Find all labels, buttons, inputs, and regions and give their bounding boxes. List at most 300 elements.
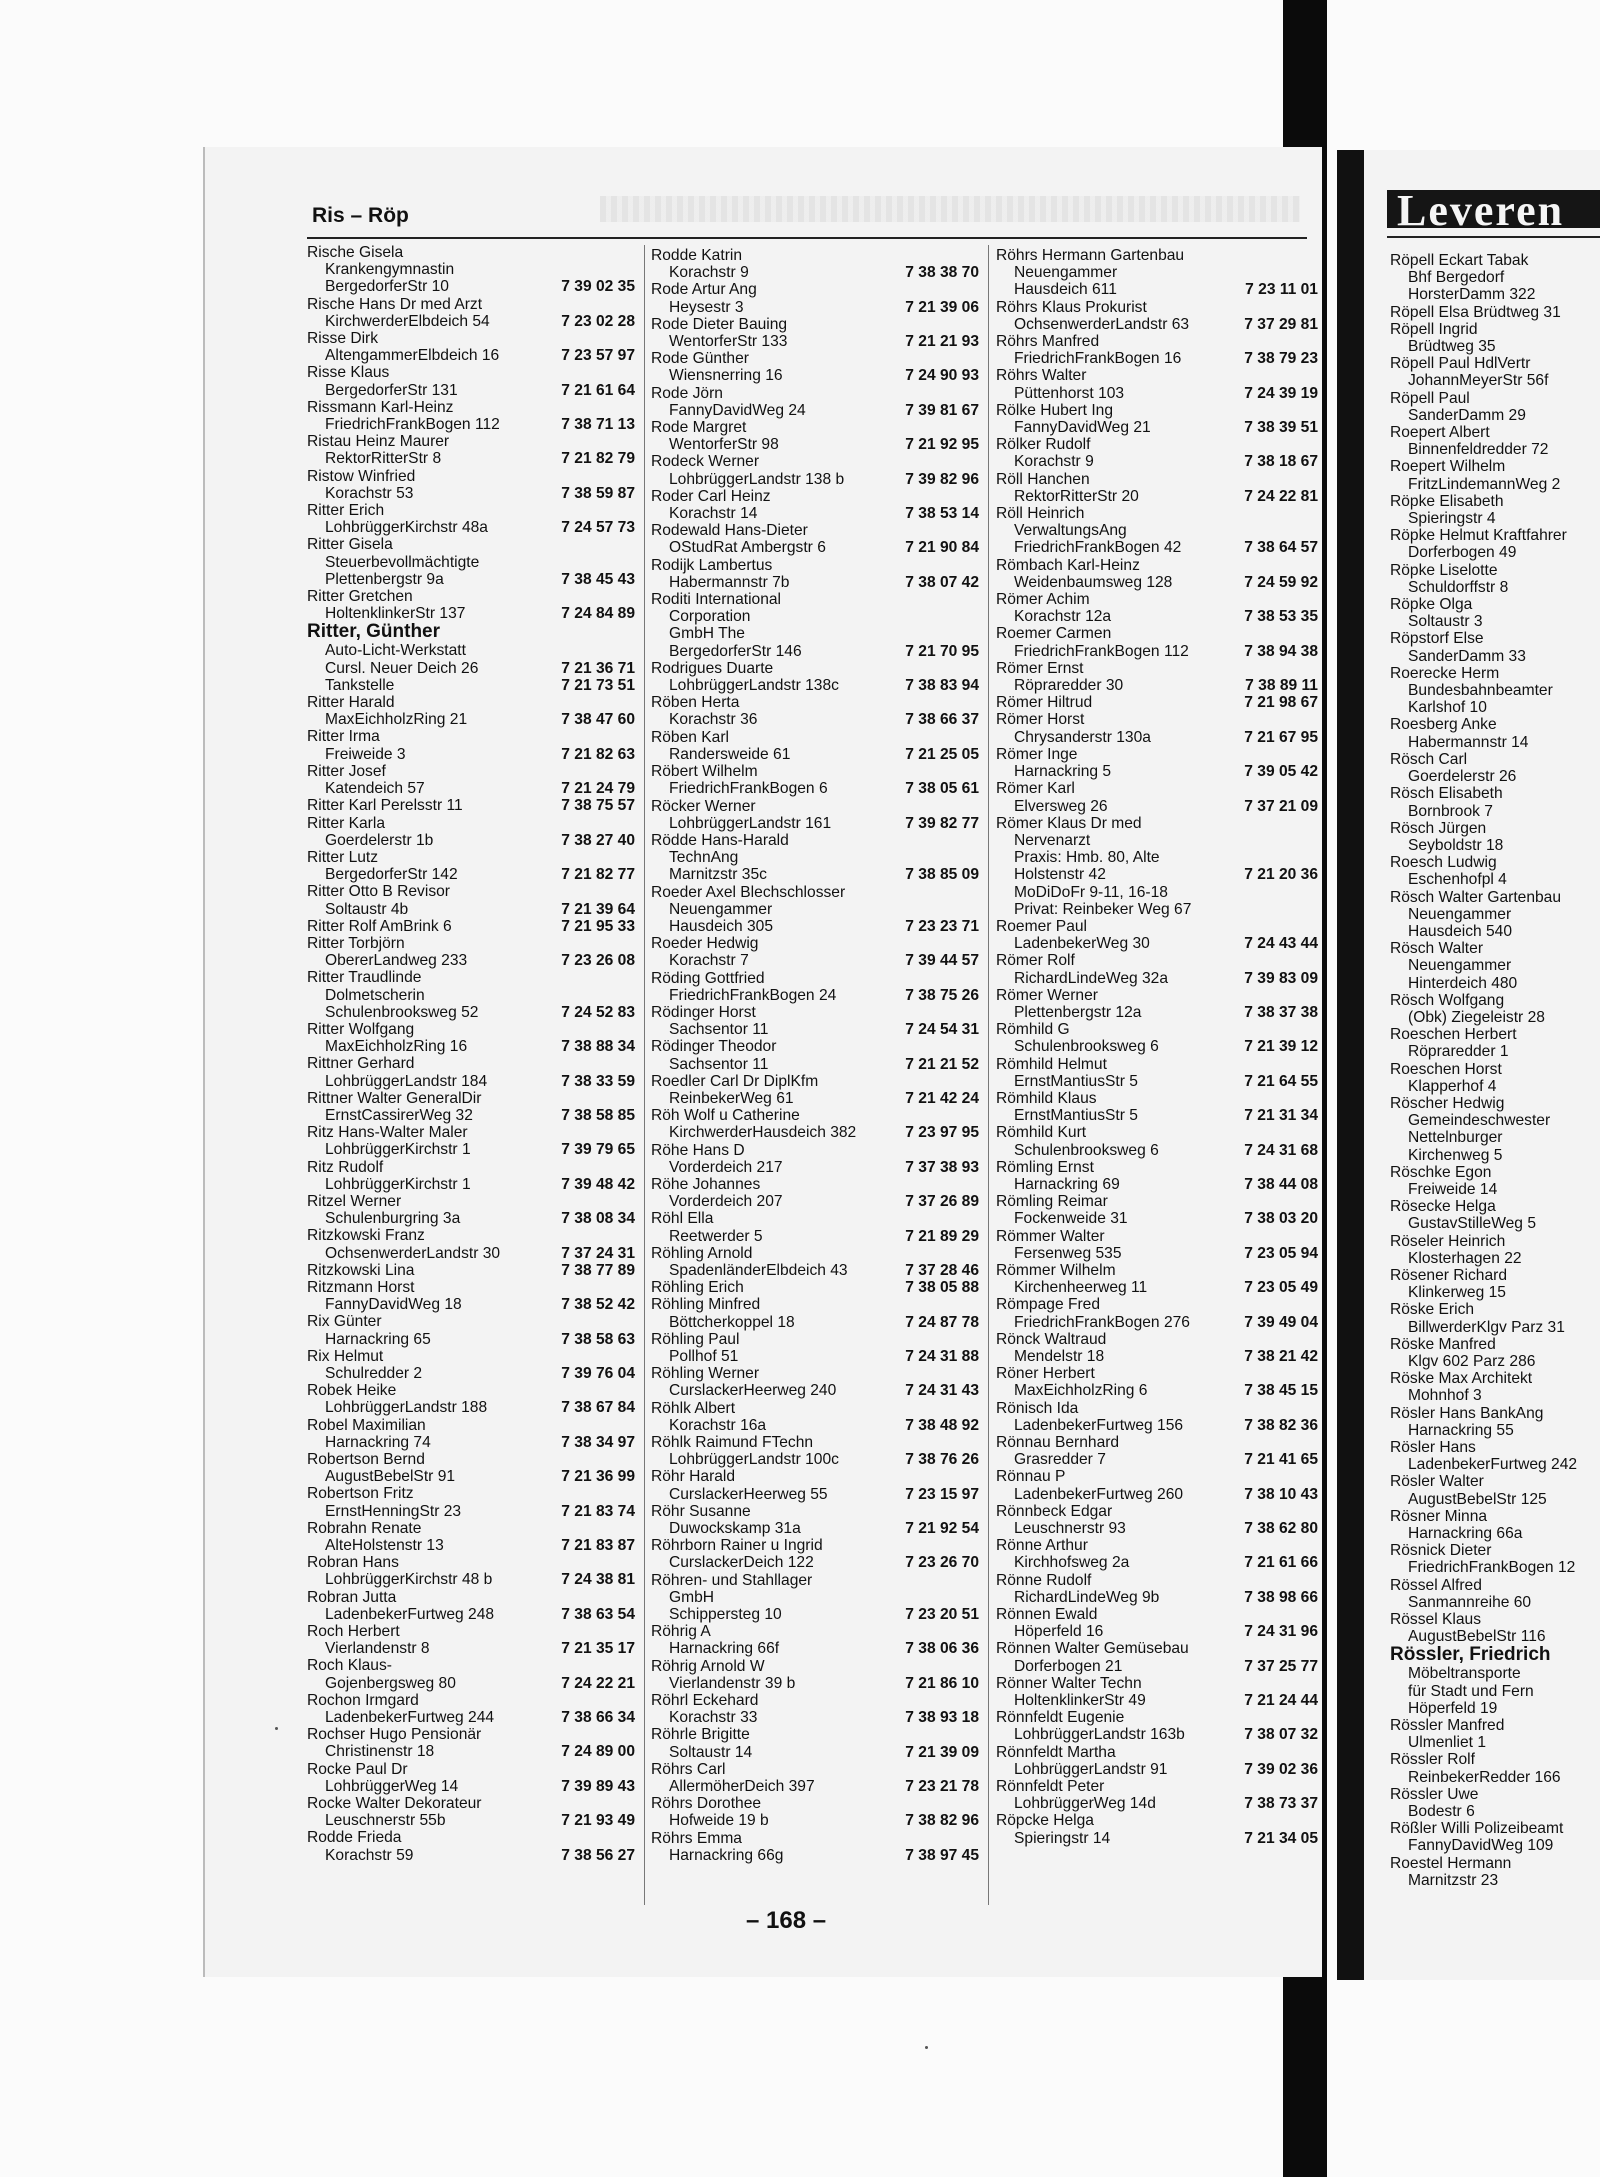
listing-entry — [1390, 820, 1600, 854]
phone-number: 7 24 89 00 — [561, 1743, 635, 1761]
entry-name: Röpke Liselotte — [1390, 561, 1498, 579]
entry-detail: Heysestr 3 — [669, 298, 744, 316]
entry-name: Rösler Hans BankAng — [1390, 1404, 1544, 1422]
entry-name: Röhrig A — [651, 1623, 711, 1641]
listing-entry — [1390, 1439, 1600, 1473]
phone-number: 7 24 31 96 — [1244, 1623, 1318, 1641]
entry-name: Röhrborn Rainer u Ingrid — [651, 1537, 823, 1555]
entry-detail: Goerdelerstr 26 — [1408, 768, 1517, 786]
listing-entry — [651, 1572, 979, 1624]
listing-column-2 — [651, 247, 979, 1864]
listing-entry — [307, 1692, 635, 1726]
entry-detail: Hinterdeich 480 — [1408, 974, 1518, 992]
listing-entry — [307, 1726, 635, 1760]
phone-number: 7 21 82 77 — [561, 866, 635, 884]
phone-number: 7 21 31 34 — [1244, 1107, 1318, 1125]
phone-number: 7 38 48 92 — [905, 1416, 979, 1434]
listing-entry — [651, 591, 979, 660]
entry-name: Rodeck Werner — [651, 453, 760, 471]
entry-name: Röpstorf Else — [1390, 630, 1484, 648]
phone-number: 7 21 90 84 — [905, 539, 979, 557]
listing-entry — [307, 1090, 635, 1124]
listing-entry — [651, 763, 979, 797]
phone-number: 7 37 26 89 — [905, 1193, 979, 1211]
phone-number: 7 21 89 29 — [905, 1227, 979, 1245]
entry-name: Rönisch Ida — [996, 1399, 1079, 1417]
listing-entry — [1390, 1820, 1600, 1854]
listing-entry — [307, 1313, 635, 1347]
phone-number: 7 38 33 59 — [561, 1072, 635, 1090]
entry-name: Ristow Winfried — [307, 467, 416, 485]
phone-number: 7 21 24 44 — [1244, 1692, 1318, 1710]
listing-entry — [996, 1778, 1318, 1812]
entry-detail: Duwockskamp 31a — [669, 1520, 801, 1538]
phone-number: 7 39 02 36 — [1244, 1760, 1318, 1778]
listing-entry — [1390, 1751, 1600, 1785]
entry-detail: Weidenbaumsweg 128 — [1014, 573, 1173, 591]
entry-name: Ritter Karla — [307, 814, 385, 832]
phone-number: 7 39 81 67 — [905, 401, 979, 419]
entry-detail: LohbrüggerLandstr 91 — [1014, 1760, 1168, 1778]
phone-number: 7 39 79 65 — [561, 1141, 635, 1159]
entry-name: Roeschen Herbert — [1390, 1026, 1517, 1044]
listing-entry — [307, 969, 635, 1021]
listing-entry — [1390, 716, 1600, 750]
entry-detail: ErnstMantiusStr 5 — [1014, 1072, 1138, 1090]
entry-detail: LadenbekerWeg 30 — [1014, 935, 1150, 953]
listing-entry — [651, 1658, 979, 1692]
entry-detail: Schulenbrooksweg 6 — [1014, 1141, 1159, 1159]
entry-detail: CurslackerHeerweg 55 — [669, 1485, 828, 1503]
phone-number: 7 39 83 09 — [1244, 969, 1318, 987]
listing-entry — [307, 1159, 635, 1193]
phone-number: 7 23 15 97 — [905, 1485, 979, 1503]
listing-entry — [996, 1159, 1318, 1193]
entry-name: Robel Maximilian — [307, 1416, 426, 1434]
entry-detail: Harnackring 5 — [1014, 763, 1112, 781]
entry-name: Röhrs Dorothee — [651, 1795, 762, 1813]
listing-column-4 — [1390, 252, 1600, 1889]
entry-detail: FriedrichFrankBogen 12 — [1408, 1559, 1576, 1577]
entry-detail: FriedrichFrankBogen 112 — [325, 416, 500, 434]
entry-detail: Randersweide 61 — [669, 745, 791, 763]
entry-name: Röschke Egon — [1390, 1163, 1492, 1181]
entry-detail: OchsenwerderLandstr 30 — [325, 1244, 501, 1262]
listing-entry — [307, 468, 635, 502]
entry-name: Röding Gottfried — [651, 969, 765, 987]
phone-number: 7 37 25 77 — [1244, 1657, 1318, 1675]
entry-detail: Vierlandenstr 8 — [325, 1640, 430, 1658]
entry-detail: Schippersteg 10 — [669, 1606, 782, 1624]
entry-detail: Wiensnerring 16 — [669, 367, 783, 385]
listing-entry — [651, 419, 979, 453]
listing-entry — [651, 385, 979, 419]
entry-detail: Harnackring 66g — [669, 1846, 784, 1864]
phone-number: 7 24 84 89 — [561, 605, 635, 623]
phone-number: 7 24 22 21 — [561, 1674, 635, 1692]
entry-detail: Harnackring 66f — [669, 1640, 780, 1658]
phone-number: 7 39 49 04 — [1244, 1313, 1318, 1331]
entry-detail: AugustBebelStr 116 — [1408, 1628, 1546, 1646]
phone-number: 7 21 21 52 — [905, 1055, 979, 1073]
listing-entry — [996, 694, 1318, 711]
phone-number: 7 38 38 70 — [905, 264, 979, 282]
entry-name: Rösnick Dieter — [1390, 1542, 1492, 1560]
phone-number: 7 21 25 05 — [905, 745, 979, 763]
entry-detail: Auto-Licht-Werkstatt — [325, 642, 466, 660]
entry-detail: Karlshof 10 — [1408, 699, 1487, 717]
entry-detail: LohbrüggerKirchstr 48 b — [325, 1571, 493, 1589]
listing-entry — [307, 1589, 635, 1623]
phone-number: 7 24 87 78 — [905, 1313, 979, 1331]
entry-detail: Cursl. Neuer Deich 26 — [325, 659, 479, 677]
phone-number: 7 24 22 81 — [1244, 487, 1318, 505]
listing-entry — [651, 935, 979, 969]
listing-entry — [307, 677, 635, 694]
entry-name: Ritter Rolf AmBrink 6 — [307, 917, 452, 935]
entry-detail: BillwerderKlgv Parz 31 — [1408, 1318, 1565, 1336]
phone-number: 7 38 21 42 — [1244, 1348, 1318, 1365]
listing-entry — [651, 1038, 979, 1072]
entry-name: Römer Horst — [996, 711, 1085, 729]
listing-entry — [651, 1795, 979, 1829]
entry-name: Rösch Walter Gartenbau — [1390, 888, 1562, 906]
entry-name: Rössel Alfred — [1390, 1576, 1482, 1594]
entry-name: Röpke Olga — [1390, 596, 1473, 614]
phone-number: 7 21 36 71 — [561, 659, 635, 677]
listing-entry — [307, 918, 635, 935]
phone-number: 7 21 34 05 — [1244, 1829, 1318, 1847]
entry-name: Robek Heike — [307, 1382, 397, 1400]
listing-entry — [996, 1812, 1318, 1846]
phone-number: 7 23 02 28 — [561, 312, 635, 330]
entry-name: Römer Hiltrud — [996, 694, 1093, 712]
entry-name: Röll Heinrich — [996, 505, 1085, 523]
phone-number: 7 38 34 97 — [561, 1433, 635, 1451]
listing-entry — [1390, 992, 1600, 1026]
phone-number: 7 38 82 96 — [905, 1812, 979, 1830]
entry-name: Röpell Eckart Tabak — [1390, 252, 1529, 269]
entry-detail: Korachstr 14 — [669, 505, 758, 523]
entry-detail: VerwaltungsAng — [1014, 522, 1127, 540]
listing-entry — [1390, 390, 1600, 424]
listing-entry — [651, 660, 979, 694]
listing-entry — [996, 247, 1318, 299]
listing-entry — [307, 935, 635, 969]
entry-detail: Plettenbergstr 12a — [1014, 1003, 1142, 1021]
listing-entry — [996, 299, 1318, 333]
entry-name: Röpke Elisabeth — [1390, 492, 1504, 510]
listing-entry — [1390, 1473, 1600, 1507]
phone-number: 7 21 83 87 — [561, 1537, 635, 1555]
entry-detail: Höperfeld 19 — [1408, 1699, 1498, 1717]
phone-number: 7 21 35 17 — [561, 1640, 635, 1658]
listing-entry — [1390, 493, 1600, 527]
listing-entry — [1390, 1370, 1600, 1404]
listing-entry — [1390, 527, 1600, 561]
entry-name: Röpcke Helga — [996, 1812, 1094, 1830]
entry-name: Röhrs Manfred — [996, 333, 1100, 351]
entry-name: Röhr Susanne — [651, 1502, 751, 1520]
entry-name: Robertson Bernd — [307, 1451, 425, 1469]
entry-name: Ritter Karl Perelsstr 11 — [307, 797, 463, 815]
phone-number: 7 38 56 27 — [561, 1846, 635, 1864]
entry-name: Römer Ernst — [996, 659, 1084, 677]
entry-name: Rönnen Ewald — [996, 1606, 1098, 1624]
entry-name: Rix Helmut — [307, 1347, 384, 1365]
entry-name: Röhlk Raimund FTechn — [651, 1434, 814, 1452]
masthead-banner — [1387, 190, 1600, 228]
entry-detail: FannyDavidWeg 21 — [1014, 419, 1151, 437]
listing-entry — [307, 694, 635, 728]
entry-detail: Elversweg 26 — [1014, 797, 1108, 815]
listing-entry — [651, 1004, 979, 1038]
entry-detail: Harnackring 66a — [1408, 1525, 1523, 1543]
entry-name: Röhling Paul — [651, 1330, 740, 1348]
entry-name: Römer Klaus Dr med — [996, 814, 1142, 832]
entry-detail: AltengammerElbdeich 16 — [325, 347, 500, 365]
phone-number: 7 24 59 92 — [1244, 573, 1318, 591]
listing-entry — [1390, 889, 1600, 941]
listing-entry — [996, 987, 1318, 1021]
listing-entry — [1390, 1198, 1600, 1232]
entry-name: Rodde Frieda — [307, 1829, 402, 1847]
entry-detail: Harnackring 55 — [1408, 1421, 1514, 1439]
phone-number: 7 21 39 64 — [561, 900, 635, 918]
entry-detail: Corporation — [669, 608, 751, 626]
entry-detail: LohbrüggerLandstr 188 — [325, 1399, 488, 1417]
phone-number: 7 21 98 67 — [1244, 694, 1318, 712]
entry-detail: Hausdeich 611 — [1014, 281, 1117, 299]
entry-detail: GmbH — [669, 1588, 715, 1606]
entry-detail: CurslackerHeerweg 240 — [669, 1382, 837, 1400]
entry-detail: LohbrüggerLandstr 138 b — [669, 470, 845, 488]
entry-detail: Reetwerder 5 — [669, 1227, 763, 1245]
entry-detail: Marnitzstr 35c — [669, 866, 767, 884]
entry-detail: Dolmetscherin — [325, 986, 425, 1004]
phone-number: 7 23 26 08 — [561, 952, 635, 970]
listing-entry — [307, 815, 635, 849]
entry-name: Ritzkowski Franz — [307, 1227, 425, 1245]
listing-entry — [996, 333, 1318, 367]
entry-detail: Korachstr 36 — [669, 711, 758, 729]
entry-detail: Klapperhof 4 — [1408, 1077, 1497, 1095]
entry-name: Röpell Elsa Brüdtweg 31 — [1390, 303, 1561, 321]
phone-number: 7 38 45 43 — [561, 570, 635, 588]
entry-detail: ObererLandweg 233 — [325, 952, 468, 970]
phone-number: 7 39 05 42 — [1244, 763, 1318, 781]
entry-detail: Schulenbrooksweg 6 — [1014, 1038, 1159, 1056]
listing-entry — [651, 1537, 979, 1571]
phone-number: 7 23 05 94 — [1244, 1244, 1318, 1262]
entry-detail: LohbrüggerLandstr 100c — [669, 1451, 839, 1469]
entry-name: Rönner Walter Techn — [996, 1674, 1142, 1692]
entry-name: Roeder Axel Blechschlosser — [651, 883, 846, 901]
entry-detail: AllermöherDeich 397 — [669, 1778, 815, 1796]
phone-number: 7 21 93 49 — [561, 1812, 635, 1830]
entry-detail: HoltenklinkerStr 137 — [325, 605, 466, 623]
entry-name: Robrahn Renate — [307, 1519, 422, 1537]
entry-detail: Spieringstr 14 — [1014, 1829, 1111, 1847]
listing-entry — [651, 694, 979, 728]
entry-detail: Spieringstr 4 — [1408, 510, 1496, 528]
entry-name: Rösecke Helga — [1390, 1198, 1496, 1216]
entry-name: Römhild Klaus — [996, 1089, 1097, 1107]
phone-number: 7 38 64 57 — [1244, 539, 1318, 557]
entry-name: Rösch Jürgen — [1390, 819, 1487, 837]
entry-name: Römer Inge — [996, 745, 1078, 763]
entry-detail: FriedrichFrankBogen 112 — [1014, 642, 1189, 660]
entry-name: Rix Günter — [307, 1313, 382, 1331]
listing-entry — [307, 1348, 635, 1382]
phone-number: 7 38 93 18 — [905, 1709, 979, 1727]
entry-name: Rode Dieter Bauing — [651, 315, 788, 333]
phone-number: 7 21 95 33 — [561, 917, 635, 935]
listing-entry — [996, 471, 1318, 505]
phone-number: 7 21 70 95 — [905, 642, 979, 660]
entry-name: Röhrle Brigitte — [651, 1726, 750, 1744]
entry-name: Röske Max Architekt — [1390, 1370, 1533, 1388]
speck — [925, 2046, 928, 2049]
listing-entry — [651, 247, 979, 281]
phone-number: 7 38 39 51 — [1244, 419, 1318, 437]
entry-detail: Nervenarzt — [1014, 831, 1091, 849]
entry-detail: FannyDavidWeg 24 — [669, 401, 806, 419]
header-rule — [307, 237, 1307, 239]
listing-entry — [996, 1296, 1318, 1330]
entry-name: Römer Achim — [996, 591, 1090, 609]
entry-detail: Klinkerweg 15 — [1408, 1284, 1506, 1302]
entry-name: Ritter, Günther — [307, 622, 441, 643]
listing-entry — [996, 918, 1318, 952]
entry-name: Röhrs Carl — [651, 1760, 726, 1778]
entry-name: Röhr Harald — [651, 1468, 736, 1486]
entry-name: Röseler Heinrich — [1390, 1232, 1506, 1250]
listing-entry — [996, 1606, 1318, 1640]
entry-name: Ritter Gretchen — [307, 588, 413, 606]
listing-entry — [996, 1537, 1318, 1571]
entry-detail: Korachstr 7 — [669, 952, 749, 970]
entry-name: Röbert Wilhelm — [651, 763, 758, 781]
listing-entry — [1390, 1542, 1600, 1576]
entry-name: Röske Erich — [1390, 1301, 1475, 1319]
listing-entry — [996, 1021, 1318, 1055]
entry-detail: Leuschnerstr 55b — [325, 1812, 446, 1830]
entry-name: Rittner Gerhard — [307, 1055, 415, 1073]
entry-detail: LohbrüggerLandstr 161 — [669, 814, 832, 832]
entry-detail: Püttenhorst 103 — [1014, 384, 1125, 402]
entry-detail: GustavStilleWeg 5 — [1408, 1215, 1536, 1233]
entry-name: Röll Hanchen — [996, 470, 1090, 488]
entry-name: Röhlk Albert — [651, 1399, 736, 1417]
entry-name: Rodewald Hans-Dieter — [651, 522, 808, 540]
entry-detail: Fersenweg 535 — [1014, 1244, 1122, 1262]
entry-name: Röhren- und Stahllager — [651, 1571, 813, 1589]
phone-number: 7 23 23 71 — [905, 917, 979, 935]
entry-detail: Neuengammer — [1014, 264, 1118, 282]
entry-detail: AugustBebelStr 125 — [1408, 1490, 1547, 1508]
listing-entry — [307, 849, 635, 883]
phone-number: 7 39 48 42 — [561, 1175, 635, 1193]
listing-entry — [1390, 1233, 1600, 1267]
entry-name: Rössler Uwe — [1390, 1785, 1479, 1803]
entry-name: Rösch Elisabeth — [1390, 785, 1503, 803]
entry-detail: ReinbekerWeg 61 — [669, 1089, 794, 1107]
entry-detail: Mendelstr 18 — [1014, 1348, 1105, 1365]
phone-number: 7 37 21 09 — [1244, 797, 1318, 815]
phone-number: 7 38 66 34 — [561, 1709, 635, 1727]
entry-name: Rössler Manfred — [1390, 1717, 1505, 1735]
listing-entry — [1390, 940, 1600, 992]
listing-entry — [651, 557, 979, 591]
entry-detail: FriedrichFrankBogen 6 — [669, 780, 828, 798]
listing-entry — [307, 1227, 635, 1261]
entry-detail: SanderDamm 33 — [1408, 647, 1526, 665]
entry-detail: LohbrüggerKirchstr 1 — [325, 1175, 471, 1193]
entry-name: Rösch Walter — [1390, 940, 1484, 958]
entry-detail: Praxis: Hmb. 80, Alte — [1014, 849, 1160, 867]
listing-column-1 — [307, 244, 635, 1864]
entry-name: Rönck Waltraud — [996, 1330, 1107, 1348]
entry-detail: Plettenbergstr 9a — [325, 570, 444, 588]
entry-name: Römmer Wilhelm — [996, 1261, 1116, 1279]
phone-number: 7 37 24 31 — [561, 1244, 635, 1262]
listing-entry — [1390, 596, 1600, 630]
entry-name: Risse Dirk — [307, 330, 379, 348]
listing-entry — [307, 883, 635, 917]
entry-detail: LohbrüggerWeg 14d — [1014, 1795, 1156, 1813]
phone-number: 7 21 39 12 — [1244, 1038, 1318, 1056]
entry-detail: RichardLindeWeg 32a — [1014, 969, 1169, 987]
entry-detail: Korachstr 9 — [1014, 453, 1094, 471]
entry-detail: Hausdeich 305 — [669, 917, 774, 935]
listing-entry — [1390, 355, 1600, 389]
entry-name: Rische Hans Dr med Arzt — [307, 295, 483, 313]
entry-detail: Soltaustr 3 — [1408, 613, 1483, 631]
listing-entry — [651, 1365, 979, 1399]
listing-entry — [1390, 854, 1600, 888]
listing-entry — [996, 1744, 1318, 1778]
entry-name: Roeder Hedwig — [651, 935, 759, 953]
entry-detail: Seyboldstr 18 — [1408, 836, 1504, 854]
entry-name: Rölke Hubert Ing — [996, 401, 1114, 419]
phone-number: 7 38 52 42 — [561, 1296, 635, 1314]
phone-number: 7 38 71 13 — [561, 416, 635, 434]
entry-name: Roeschen Horst — [1390, 1060, 1502, 1078]
entry-detail: LadenbekerFurtweg 242 — [1408, 1456, 1578, 1474]
entry-detail: Neuengammer — [669, 900, 773, 918]
entry-detail: FritzLindemannWeg 2 — [1408, 475, 1561, 493]
listing-entry — [307, 1193, 635, 1227]
phone-number: 7 38 58 85 — [561, 1106, 635, 1124]
phone-number: 7 21 92 54 — [905, 1520, 979, 1538]
entry-name: Rölker Rudolf — [996, 436, 1091, 454]
entry-name: Röhe Johannes — [651, 1175, 761, 1193]
entry-detail: LohbrüggerWeg 14 — [325, 1777, 459, 1795]
listing-entry — [651, 453, 979, 487]
entry-name: Roedler Carl Dr DiplKfm — [651, 1072, 819, 1090]
entry-detail: Röpraredder 1 — [1408, 1043, 1509, 1061]
listing-entry — [307, 364, 635, 398]
phone-number: 7 38 76 26 — [905, 1451, 979, 1469]
entry-name: Ritter Torbjörn — [307, 934, 405, 952]
entry-detail: FriedrichFrankBogen 42 — [1014, 539, 1182, 557]
phone-number: 7 38 07 42 — [905, 573, 979, 591]
listing-entry — [1390, 321, 1600, 355]
listing-entry — [307, 1021, 635, 1055]
listing-entry — [307, 330, 635, 364]
entry-name: Römmer Walter — [996, 1227, 1105, 1245]
